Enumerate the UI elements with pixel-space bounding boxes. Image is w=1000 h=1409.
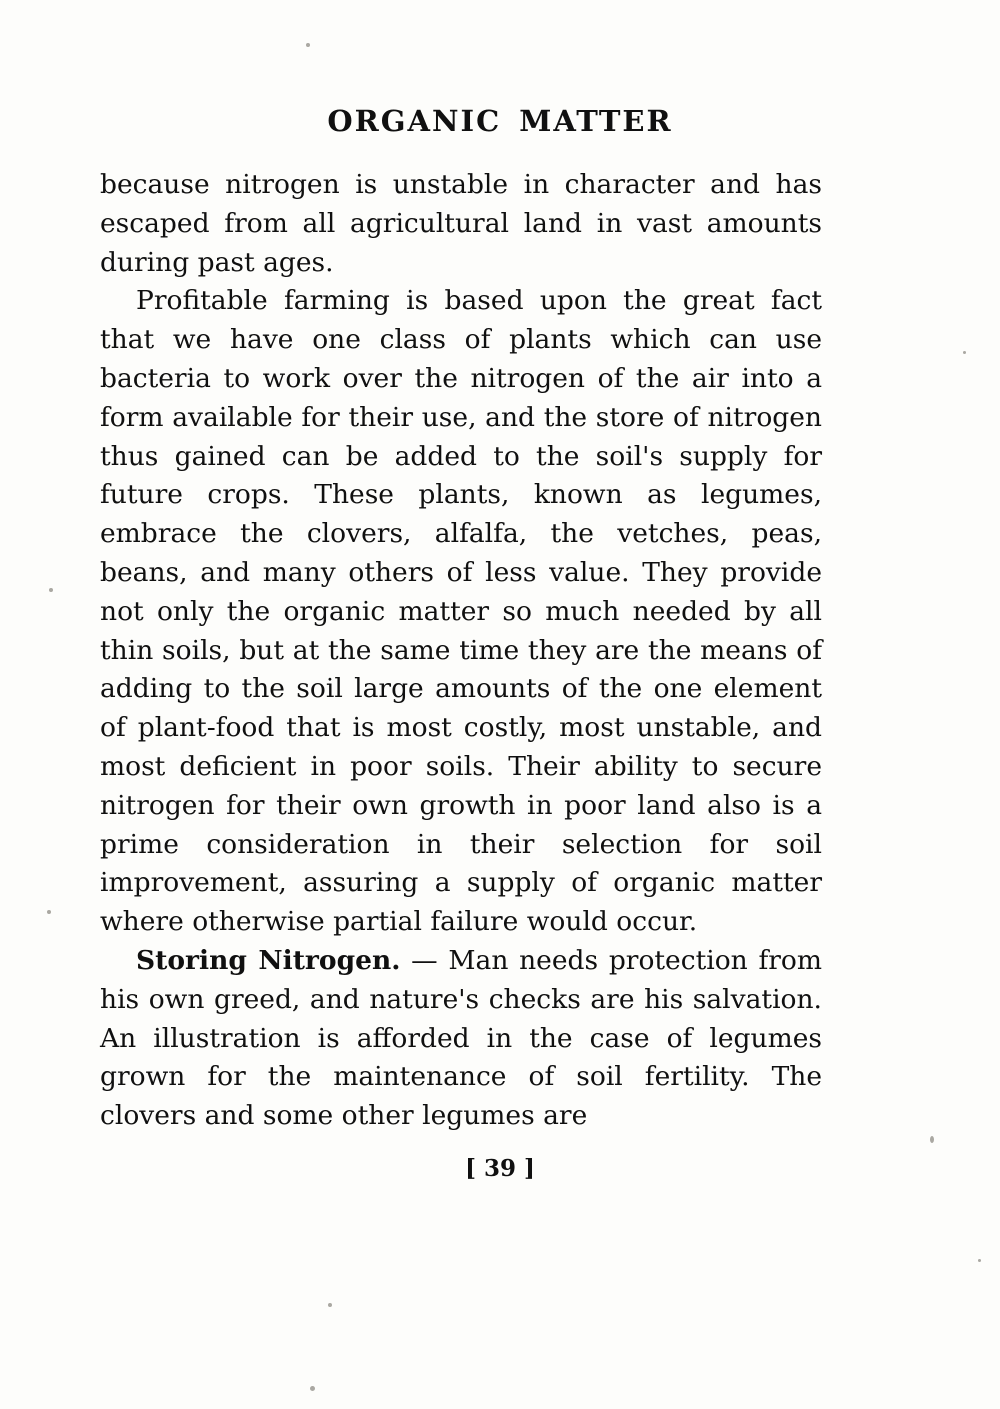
paragraph-2: Profitable farming is based upon the great fact that we have one class of plants which can use bacteria to work over the nitrogen of the air into a form available for their use, and the store of nitrogen thus gained can be added to the soil's supply for future crops. These plants, known as legumes, embrace the clovers, alfalfa, the vetches, peas, beans, and many others of less value. They provide not only the organic matter so much needed by all thin soils, but at the same time they are the means of adding to the soil large amounts of the one element of plant-food that is most costly, most unstable, and most deficient in poor soils. Their ability to secure nitrogen for their own growth in poor land also is a prime consideration in their selection for soil improvement, assuring a supply of organic matter where otherwise partial failure would occur. bbox=[100, 285, 822, 938]
paper-speck bbox=[47, 910, 51, 914]
paper-speck bbox=[930, 1136, 934, 1143]
paragraph-1: because nitrogen is unstable in character and has escaped from all agricultural land in vast amounts during past ages. bbox=[100, 169, 822, 278]
paper-speck bbox=[306, 43, 310, 47]
paper-speck bbox=[49, 588, 53, 592]
paragraph-3-text: — Man needs protection from his own greed, and nature's checks are his salvation. An illustration is afforded in the case of legumes grown for the maintenance of soil fertility. The clovers and some other legumes are bbox=[100, 944, 823, 1132]
paper-speck bbox=[310, 1386, 315, 1391]
paper-speck bbox=[328, 1303, 332, 1307]
running-head: ORGANIC MATTER bbox=[327, 104, 673, 138]
body-text bbox=[100, 166, 822, 1136]
paper-speck bbox=[963, 351, 966, 354]
run-in-heading: Storing Nitrogen. bbox=[136, 944, 401, 976]
paragraph-3 bbox=[100, 942, 822, 1136]
page-number: [ 39 ] bbox=[465, 1155, 535, 1182]
paper-speck bbox=[978, 1259, 981, 1262]
